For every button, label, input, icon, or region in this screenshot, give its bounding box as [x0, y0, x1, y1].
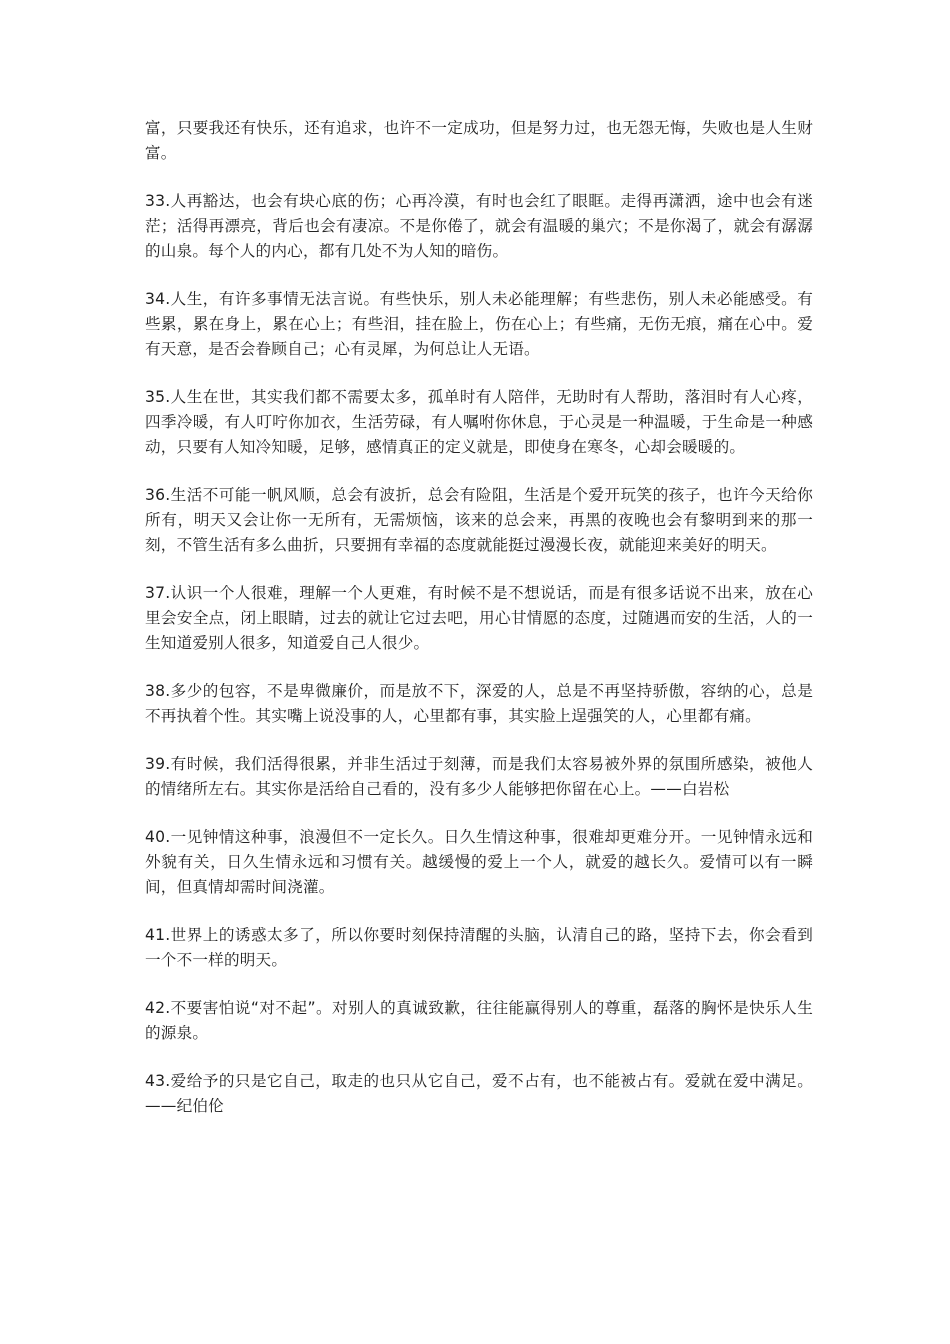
paragraph-33: 33.人再豁达，也会有块心底的伤；心再冷漠，有时也会红了眼眶。走得再潇洒，途中也会有迷茫；活得再漂亮，背后也会有凄凉。不是你倦了，就会有温暖的巢穴；不是你渴了，就会有潺潺的山泉。每个人的内心，都有几处不为人知的暗伤。	[145, 192, 813, 260]
document-body	[145, 116, 813, 1142]
paragraph-34: 34.人生，有许多事情无法言说。有些快乐，别人未必能理解；有些悲伤，别人未必能感受。有些累，累在身上，累在心上；有些泪，挂在脸上，伤在心上；有些痛，无伤无痕，痛在心中。爱有天意，是否会眷顾自己；心有灵犀，为何总让人无语。	[145, 290, 813, 358]
paragraph-35: 35.人生在世，其实我们都不需要太多，孤单时有人陪伴，无助时有人帮助，落泪时有人心疼，四季冷暖，有人叮咛你加衣，生活劳碌，有人嘱咐你休息，于心灵是一种温暖，于生命是一种感动，只要有人知冷知暖，足够，感情真正的定义就是，即使身在寒冬，心却会暖暖的。	[145, 388, 813, 456]
paragraph-38: 38.多少的包容，不是卑微廉价，而是放不下，深爱的人，总是不再坚持骄傲，容纳的心，总是不再执着个性。其实嘴上说没事的人，心里都有事，其实脸上逞强笑的人，心里都有痛。	[145, 682, 813, 725]
paragraph-43: 43.爱给予的只是它自己，取走的也只从它自己，爱不占有，也不能被占有。爱就在爱中满足。——纪伯伦	[145, 1072, 813, 1115]
paragraph-39: 39.有时候，我们活得很累，并非生活过于刻薄，而是我们太容易被外界的氛围所感染，被他人的情绪所左右。其实你是活给自己看的，没有多少人能够把你留在心上。——白岩松	[145, 755, 813, 798]
paragraph-41: 41.世界上的诱惑太多了，所以你要时刻保持清醒的头脑，认清自己的路，坚持下去，你会看到一个不一样的明天。	[145, 926, 813, 969]
paragraph-40: 40.一见钟情这种事，浪漫但不一定长久。日久生情这种事，很难却更难分开。一见钟情永远和外貌有关，日久生情永远和习惯有关。越缓慢的爱上一个人，就爱的越长久。爱情可以有一瞬间，但真情却需时间浇灌。	[145, 828, 813, 896]
paragraph-42: 42.不要害怕说“对不起”。对别人的真诚致歉，往往能赢得别人的尊重，磊落的胸怀是快乐人生的源泉。	[145, 999, 813, 1042]
paragraph-continuation: 富，只要我还有快乐，还有追求，也许不一定成功，但是努力过，也无怨无悔，失败也是人生财富。	[145, 119, 813, 162]
paragraph-37: 37.认识一个人很难，理解一个人更难，有时候不是不想说话，而是有很多话说不出来，放在心里会安全点，闭上眼睛，过去的就让它过去吧，用心甘情愿的态度，过随遇而安的生活，人的一生知道爱别人很多，知道爱自己人很少。	[145, 584, 813, 652]
paragraph-36: 36.生活不可能一帆风顺，总会有波折，总会有险阻，生活是个爱开玩笑的孩子，也许今天给你所有，明天又会让你一无所有，无需烦恼，该来的总会来，再黑的夜晚也会有黎明到来的那一刻，不管生活有多么曲折，只要拥有幸福的态度就能挺过漫漫长夜，就能迎来美好的明天。	[145, 486, 813, 554]
